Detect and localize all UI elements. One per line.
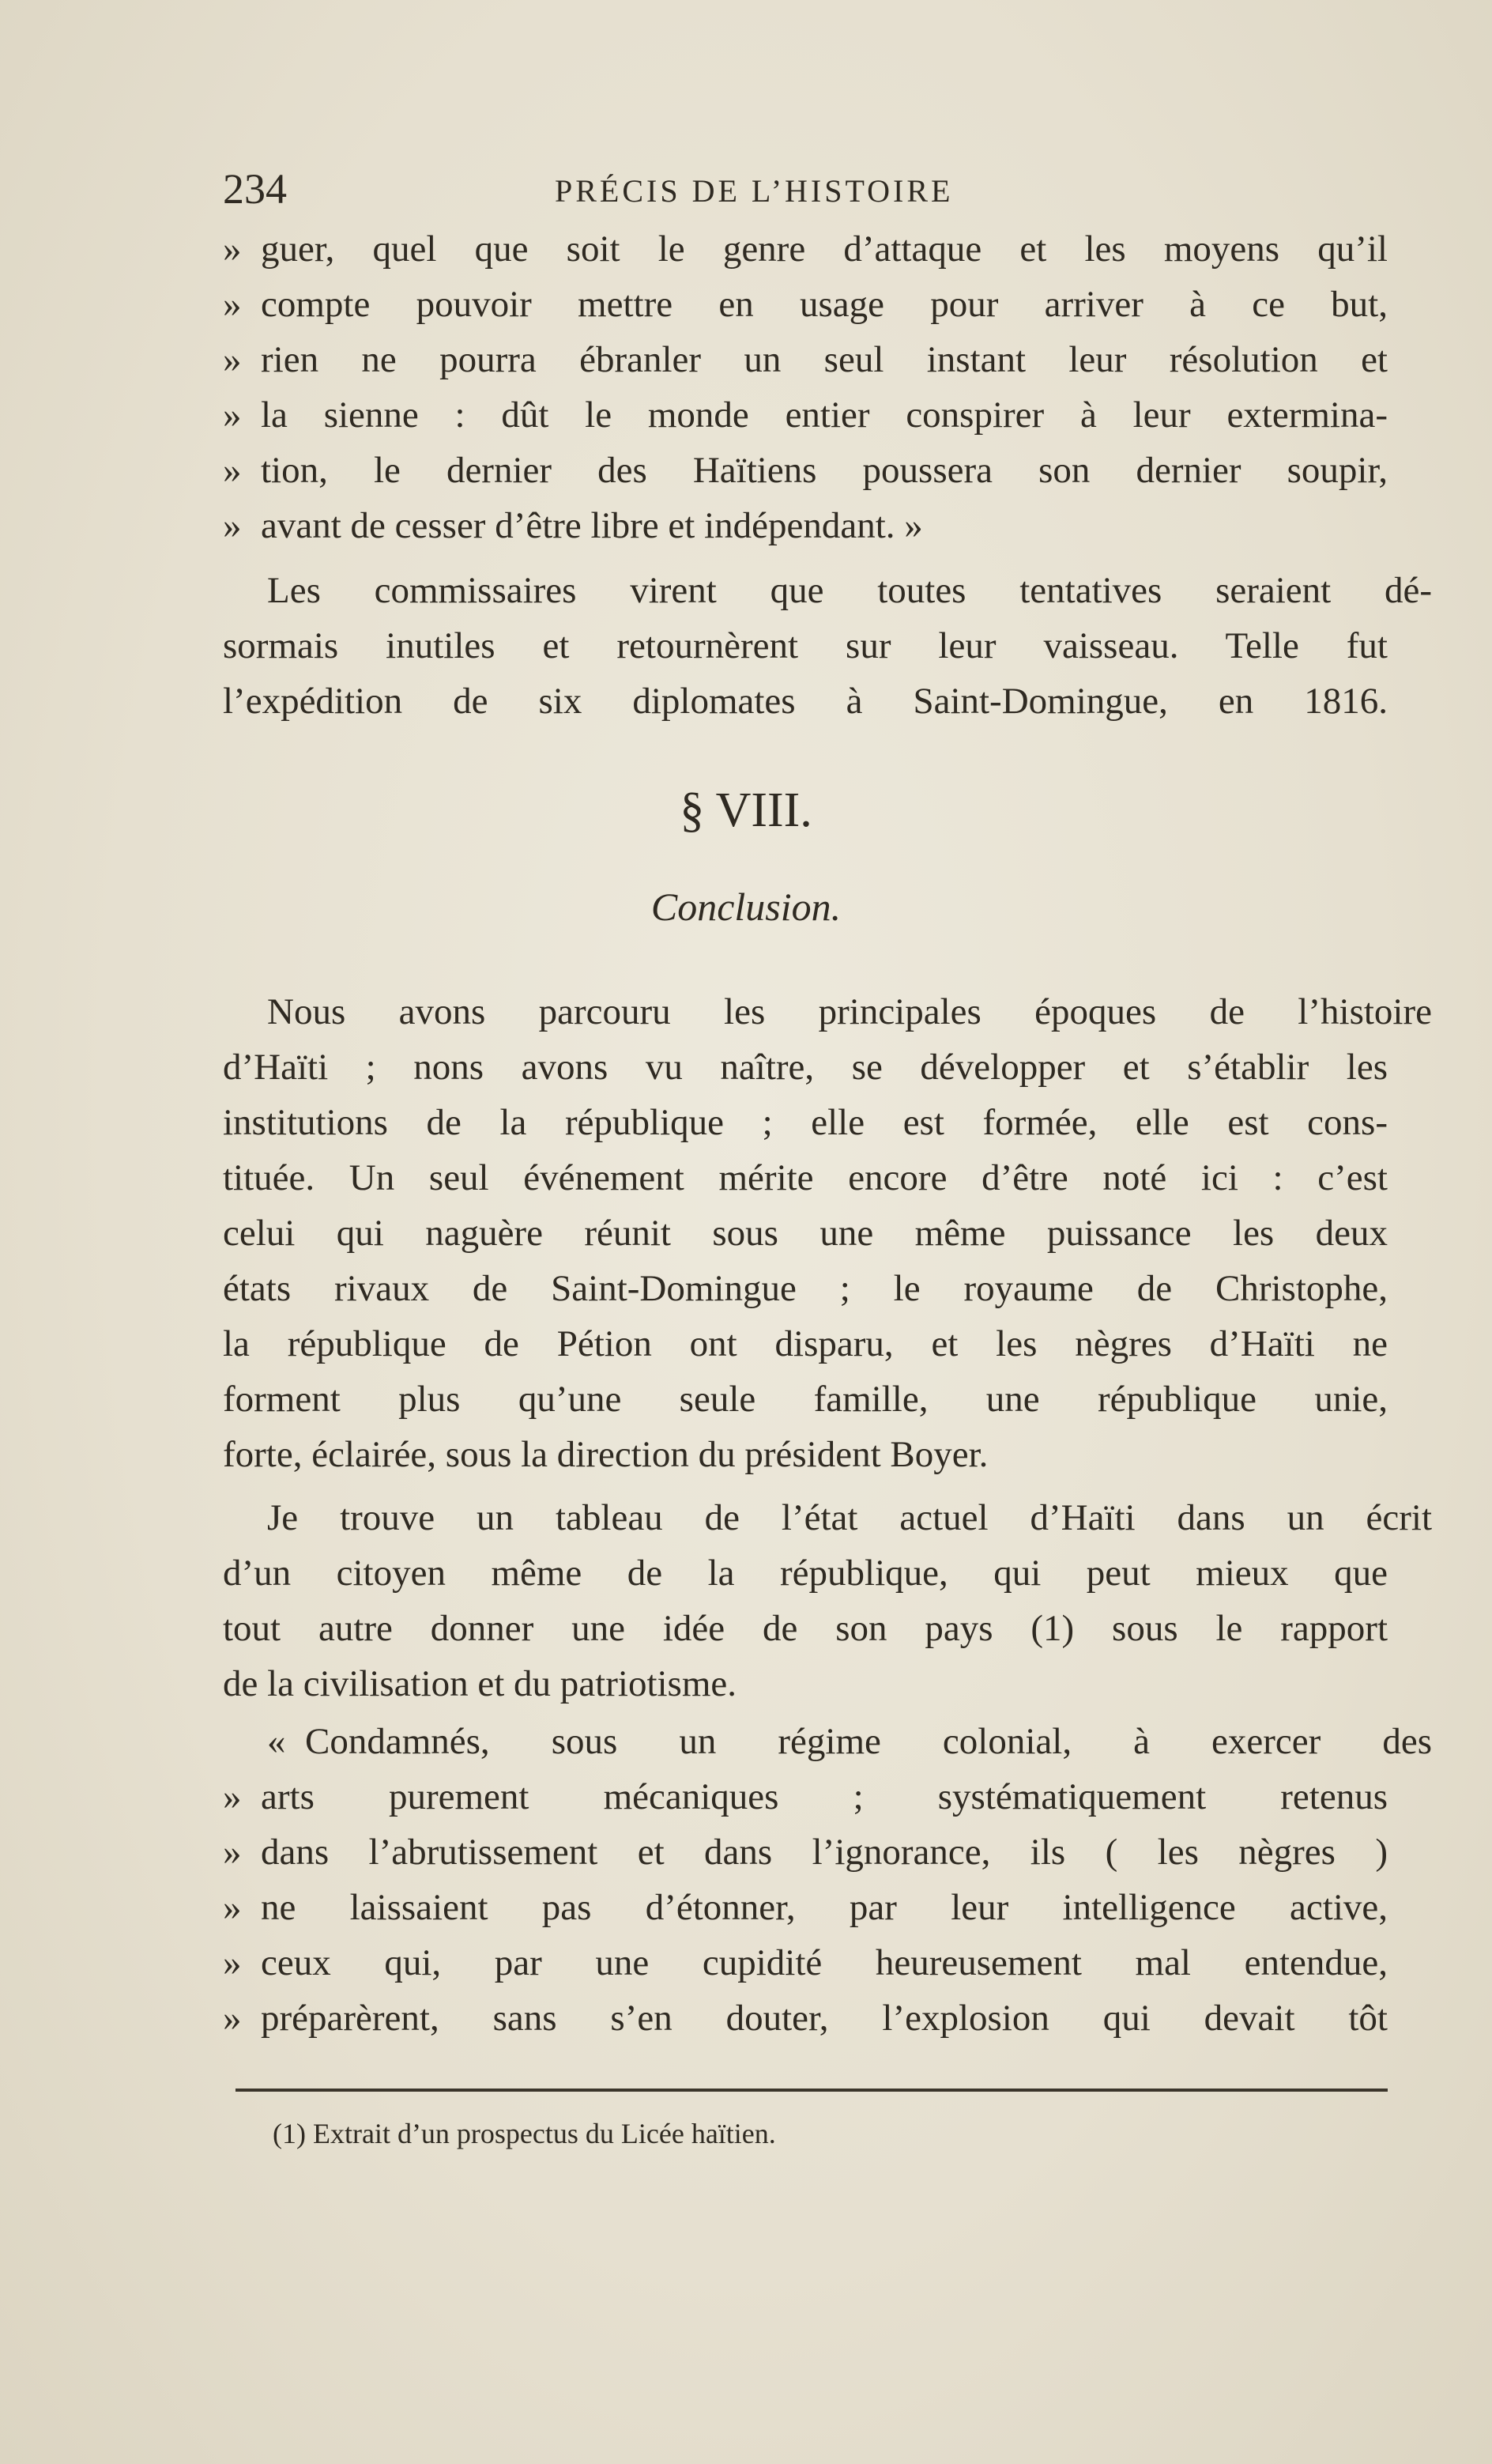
text-line: » tion, le dernier des Haïtiens poussera son dernier soupir, — [223, 443, 1388, 498]
text-line: » compte pouvoir mettre en usage pour arriver à ce but, — [223, 277, 1388, 332]
text-line: » guer, quel que soit le genre d’attaque et les moyens qu’il — [223, 221, 1388, 277]
text-line: institutions de la république ; elle est formée, elle est cons- — [223, 1102, 1388, 1143]
quote-mark: » — [223, 1887, 242, 1928]
text-line: » la sienne : dût le monde entier conspirer à leur extermina- — [223, 387, 1388, 443]
quote-mark: » — [223, 1998, 242, 2039]
quote-mark: » — [223, 284, 242, 325]
text-line: Je trouve un tableau de l’état actuel d’Haïti dans un écrit — [267, 1497, 1432, 1538]
text-line: » dans l’abrutissement et dans l’ignorance, ils ( les nègres ) — [223, 1824, 1388, 1880]
text-line: l’expédition de six diplomates à Saint-Domingue, en 1816. — [223, 681, 1388, 722]
quote-mark: » — [223, 505, 242, 546]
quote-mark: » — [223, 1832, 242, 1873]
quote-mark: » — [223, 450, 242, 491]
quote-mark: » — [223, 1776, 242, 1817]
text-line: la république de Pétion ont disparu, et les nègres d’Haïti ne — [223, 1323, 1388, 1364]
footnote: (1) Extrait d’un prospectus du Licée haïtien. — [273, 2118, 776, 2149]
text-line: Les commissaires virent que toutes tentatives seraient dé- — [267, 570, 1432, 611]
text-line: » ne laissaient pas d’étonner, par leur intelligence active, — [223, 1880, 1388, 1935]
quote-mark: « — [267, 1721, 286, 1762]
text-line: » rien ne pourra ébranler un seul instant leur résolution et — [223, 332, 1388, 387]
text-line: » ceux qui, par une cupidité heureusement mal entendue, — [223, 1935, 1388, 1990]
text-line: d’Haïti ; nons avons vu naître, se développer et s’établir les — [223, 1047, 1388, 1088]
text-line: sormais inutiles et retournèrent sur leur vaisseau. Telle fut — [223, 625, 1388, 666]
text-line: tout autre donner une idée de son pays (1) sous le rapport — [223, 1608, 1388, 1649]
text-line: états rivaux de Saint-Domingue ; le royaume de Christophe, — [223, 1268, 1388, 1309]
text-line: » préparèrent, sans s’en douter, l’explosion qui devait tôt — [223, 1990, 1388, 2046]
running-title: PRÉCIS DE L’HISTOIRE — [555, 173, 954, 209]
page-header — [223, 164, 1388, 212]
text-line: » avant de cesser d’être libre et indépendant. » — [223, 498, 1388, 553]
text-line: tituée. Un seul événement mérite encore d’être noté ici : c’est — [223, 1157, 1388, 1198]
text-line: forte, éclairée, sous la direction du président Boyer. — [223, 1434, 989, 1475]
text-line: « Condamnés, sous un régime colonial, à exercer des — [223, 1714, 1432, 1769]
text-line: celui qui naguère réunit sous une même puissance les deux — [223, 1213, 1388, 1254]
quote-mark: » — [223, 394, 242, 436]
section-subtitle: Conclusion. — [650, 885, 842, 929]
quote-mark: » — [223, 1942, 242, 1983]
text-line: d’un citoyen même de la république, qui peut mieux que — [223, 1553, 1388, 1594]
footnote-rule — [235, 2089, 1388, 2092]
text-line: » arts purement mécaniques ; systématiquement retenus — [223, 1769, 1388, 1824]
quote-mark: » — [223, 228, 242, 270]
text-line: forment plus qu’une seule famille, une république unie, — [223, 1379, 1388, 1420]
text-line: de la civilisation et du patriotisme. — [223, 1663, 737, 1704]
quote-mark: » — [223, 339, 242, 380]
section-title: § VIII. — [680, 783, 812, 837]
page-number: 234 — [223, 165, 287, 213]
text-line: Nous avons parcouru les principales époques de l’histoire — [267, 991, 1432, 1032]
